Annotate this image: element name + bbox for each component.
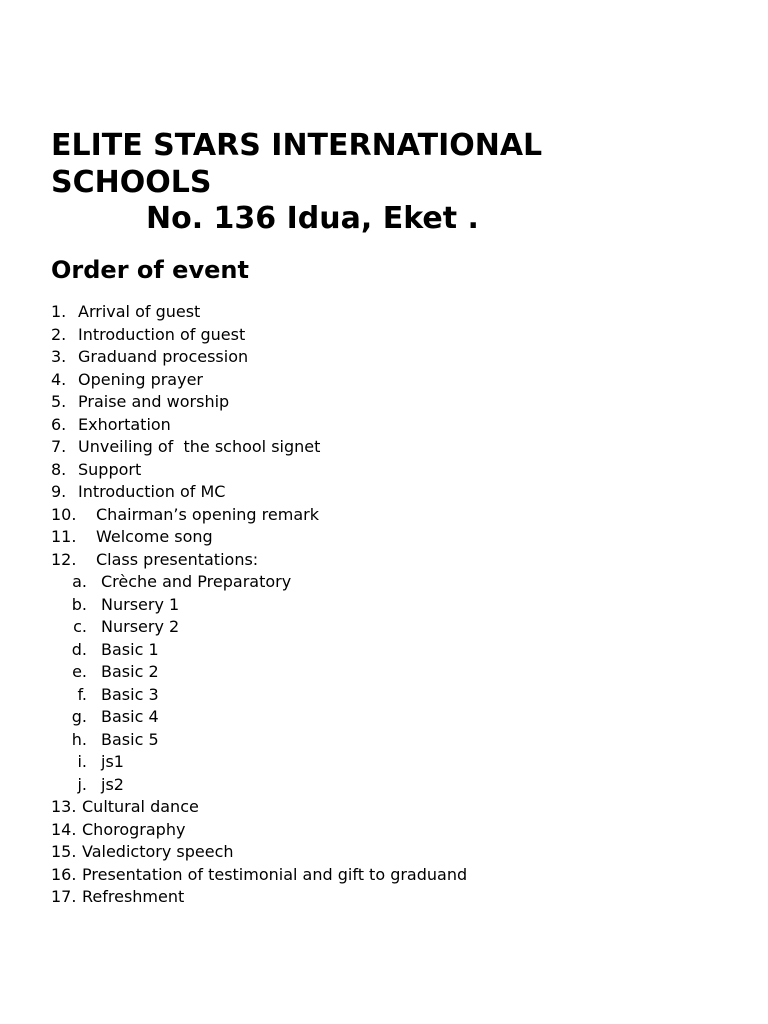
- list-item-number: 7.: [51, 437, 67, 456]
- list-item-text: Introduction of MC: [78, 482, 226, 501]
- list-item-text: js2: [101, 774, 124, 794]
- list-item-text: Chairman’s opening remark: [96, 504, 319, 524]
- list-item-number: 17.: [51, 887, 77, 906]
- list-item-text: Unveiling of the school signet: [78, 437, 321, 456]
- list-item-text: Basic 5: [101, 729, 159, 749]
- list-item-text: Support: [78, 459, 142, 479]
- list-item-number: 9.: [51, 482, 67, 501]
- list-item-text: Refreshment: [82, 887, 185, 906]
- list-item-text: Class presentations:: [96, 549, 259, 569]
- list-item-text: Basic 3: [101, 684, 159, 704]
- list-item-number: j.: [77, 774, 87, 794]
- list-item-text: Valedictory speech: [82, 842, 234, 861]
- list-item-number: c.: [73, 617, 87, 636]
- list-item-number: 13.: [51, 797, 77, 816]
- list-item-number: 16.: [51, 864, 77, 884]
- address-heading: No. 136 Idua, Eket .: [146, 201, 479, 236]
- list-item-number: 2.: [51, 324, 67, 344]
- list-item-text: Exhortation: [78, 414, 171, 434]
- school-name-heading: ELITE STARS INTERNATIONAL SCHOOLS: [51, 128, 543, 200]
- list-item-text: Cultural dance: [82, 797, 199, 816]
- list-item-text: Chorography: [82, 819, 186, 839]
- list-item-text: Introduction of guest: [78, 324, 246, 344]
- list-item-number: d.: [71, 639, 87, 659]
- list-item-number: 14.: [51, 819, 77, 839]
- list-item-text: Basic 4: [101, 707, 159, 726]
- list-item-text: Opening prayer: [78, 369, 203, 389]
- list-item-text: Presentation of testimonial and gift to graduand: [82, 864, 468, 884]
- list-item-number: g.: [71, 707, 87, 726]
- list-item-number: 1.: [51, 302, 67, 321]
- list-item-text: Nursery 1: [101, 594, 180, 614]
- list-item-text: Basic 1: [101, 639, 159, 659]
- list-item-number: 15.: [51, 842, 77, 861]
- list-item-number: b.: [71, 594, 87, 614]
- list-item-number: 4.: [51, 369, 67, 389]
- list-item-number: 5.: [51, 392, 67, 411]
- list-item-text: Praise and worship: [78, 392, 230, 411]
- list-item-number: f.: [77, 684, 87, 704]
- list-item-number: 6.: [51, 414, 67, 434]
- list-item-text: Welcome song: [96, 527, 213, 546]
- list-item-number: i.: [77, 752, 87, 771]
- list-item-number: 8.: [51, 459, 67, 479]
- list-item-text: Basic 2: [101, 662, 159, 681]
- section-heading: Order of event: [51, 256, 249, 284]
- list-item-number: 12.: [51, 549, 77, 569]
- list-item-text: Crèche and Preparatory: [101, 572, 292, 591]
- list-item-number: h.: [71, 729, 87, 749]
- list-item-text: Arrival of guest: [78, 302, 201, 321]
- list-item-number: a.: [72, 572, 87, 591]
- list-item-number: 10.: [51, 504, 77, 524]
- list-item-text: Graduand procession: [78, 347, 249, 366]
- list-item-text: js1: [101, 752, 124, 771]
- list-item-number: 11.: [51, 527, 77, 546]
- list-item-number: 3.: [51, 347, 67, 366]
- list-item-text: Nursery 2: [101, 617, 180, 636]
- list-item-number: e.: [72, 662, 87, 681]
